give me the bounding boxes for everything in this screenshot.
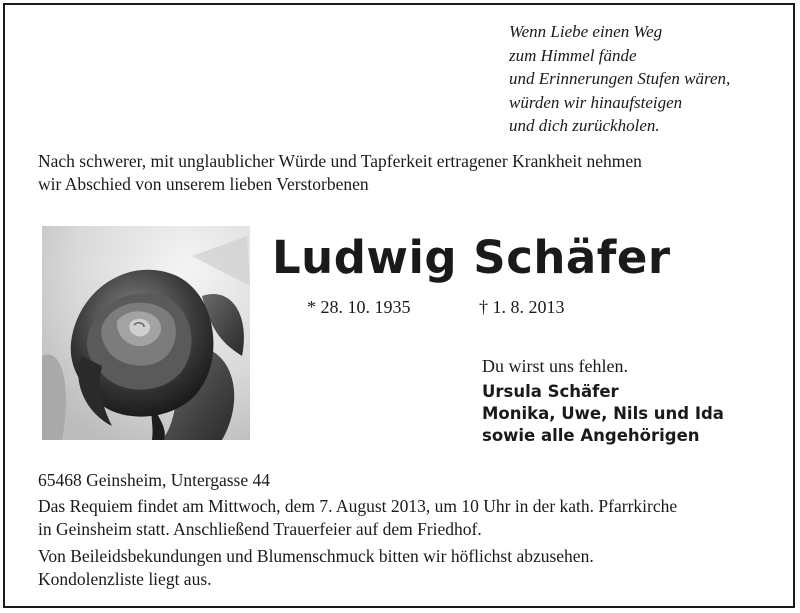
requiem-line: in Geinsheim statt. Anschließend Trauerfeier auf dem Friedhof. (38, 519, 482, 539)
note-line: Kondolenzliste liegt aus. (38, 569, 212, 589)
requiem-line: Das Requiem findet am Mittwoch, dem 7. August 2013, um 10 Uhr in der kath. Pfarrkirche (38, 496, 678, 516)
rose-image (42, 226, 250, 440)
poem-line: Wenn Liebe einen Weg (509, 22, 663, 41)
intro-line: Nach schwerer, mit unglaublicher Würde und Tapferkeit ertragener Krankheit nehmen (38, 151, 642, 171)
farewell-text: Du wirst uns fehlen. (482, 356, 628, 376)
poem-line: zum Himmel fände (509, 45, 637, 65)
death-date: † 1. 8. 2013 (479, 297, 565, 317)
address: 65468 Geinsheim, Untergasse 44 (38, 470, 271, 490)
birth-date: * 28. 10. 1935 (307, 297, 411, 317)
mourner-line: sowie alle Angehörigen (482, 426, 700, 445)
deceased-name: Ludwig Schäfer (272, 231, 671, 284)
mourner-line: Monika, Uwe, Nils und Ida (482, 404, 724, 423)
mourner-line: Ursula Schäfer (482, 382, 619, 401)
poem-line: würden wir hinaufsteigen (509, 92, 683, 112)
mourners-list (482, 381, 724, 447)
intro-text (38, 150, 778, 196)
intro-line: wir Abschied von unserem lieben Verstorbenen (38, 174, 369, 194)
condolence-note (38, 545, 778, 591)
note-line: Von Beileidsbekundungen und Blumenschmuck bitten wir höflichst abzusehen. (38, 546, 594, 566)
requiem-text (38, 495, 778, 541)
poem (509, 20, 730, 138)
poem-line: und Erinnerungen Stufen wären, (509, 69, 731, 88)
poem-line: und dich zurückholen. (509, 116, 660, 135)
